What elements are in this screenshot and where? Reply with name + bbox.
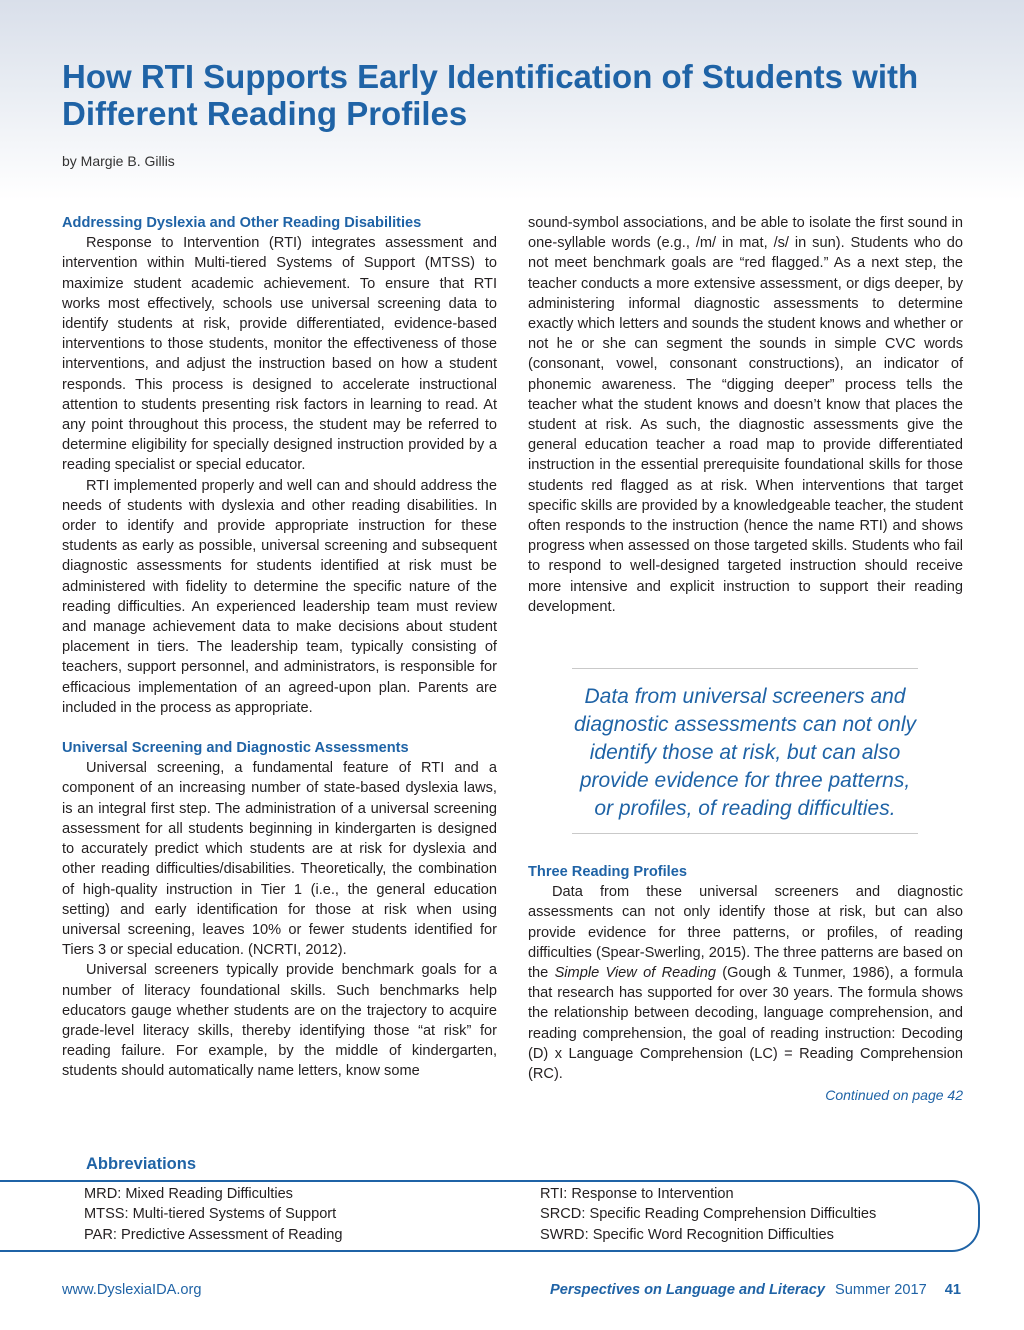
paragraph: Universal screeners typically provide benchmark goals for a number of literacy foundational skills. Such benchmarks help educators gauge whether students are on the trajectory to acquire grade-level literacy skills, thereby identifying those “at risk” for reading failure. For example, by the middle of kindergarten, students should automatically name letters, know some — [62, 962, 497, 1080]
article-title: How RTI Supports Early Identification of Students with Different Reading Profiles — [62, 58, 919, 132]
page-number: 41 — [944, 1282, 961, 1298]
paragraph: sound-symbol associations, and be able to isolate the first sound in one-syllable words (e.g., /m/ in mat, /s/ in sun). Students who do not meet benchmark goals are “red flagged.” As a next step, the teacher conducts a more extensive assessment, or digs deeper, by administering informal diagnostic assessments to determine exactly which letters and sounds the student knows and whether or not he or she can segment the sounds in simple CVC words (consonant, vowel, consonant constructions), an indicator of phonemic awareness. The “digging deeper” process tells the teacher what the student knows and doesn’t know that places the student at risk. As such, the diagnostic assessments give the general education teacher a road map to provide differentiated instruction in the essential prerequisite foundational skills for those students red flagged as at risk. When interventions that target specific skills are provided by a knowledgeable teacher, the student often responds to the instruction (hence the name RTI) and shows progress when assessed on those targeted skills. Students who fail to respond to well-designed targeted instruction should receive more intensive and explicit instruction to support their reading development. — [528, 215, 963, 615]
abbreviations-right — [540, 1184, 876, 1245]
abbreviation-item: SWRD: Specific Word Recognition Difficulties — [540, 1226, 834, 1243]
abbreviations-left — [84, 1184, 342, 1245]
abbreviation-item: PAR: Predictive Assessment of Reading — [84, 1226, 343, 1243]
abbreviation-item: RTI: Response to Intervention — [540, 1186, 734, 1202]
paragraph: Data from these universal screeners and diagnostic assessments can not only identify those at risk, but can also provide evidence for three patterns, or profiles, of reading difficulties (Spear-Swerling, 2015). The three patterns are based on the Simple View of Reading (Gough & Tunmer, 1986), a formula that research has supported for over 30 years. The formula shows the relationship between decoding, language comprehension, and reading comprehension, the goal of reading instruction: Decoding (D) x Language Comprehension (LC) = Reading Comprehension (RC). — [528, 884, 963, 1083]
issue-label: Summer 2017 — [835, 1282, 927, 1298]
right-column-lower — [528, 862, 963, 1084]
section-heading: Universal Screening and Diagnostic Assessments — [62, 740, 409, 757]
continued-link: Continued on page 42 — [825, 1087, 963, 1103]
abbreviation-item: SRCD: Specific Reading Comprehension Difficulties — [540, 1206, 877, 1223]
paragraph: RTI implemented properly and well can and should address the needs of students with dyslexia and other reading disabilities. In order to identify and provide appropriate instruction for these students as early as possible, universal screening and subsequent diagnostic assessments for students identified at risk must be administered with fidelity to determine the specific nature of the reading difficulties. An experienced leadership team must review and manage achievement data to make decisions about student placement in tiers. The leadership team, typically consisting of teachers, support personnel, and administrators, is responsible for efficacious implementation of an agreed-upon plan. Parents are included in the process as appropriate. — [62, 477, 497, 716]
footer-journal-info — [550, 1282, 961, 1298]
section-heading: Three Reading Profiles — [528, 864, 687, 880]
abbreviation-item: MRD: Mixed Reading Difficulties — [84, 1186, 293, 1202]
left-column — [62, 213, 497, 1082]
journal-name: Perspectives on Language and Literacy — [550, 1282, 825, 1298]
abbreviations-title: Abbreviations — [86, 1155, 197, 1173]
byline: by Margie B. Gillis — [62, 153, 175, 169]
paragraph: Response to Intervention (RTI) integrates assessment and intervention within Multi-tiered Systems of Support (MTSS) to maximize student academic achievement. To ensure that RTI works most effectively, schools use universal screening data to identify students at risk, provide differentiated, evidence-based interventions to those students, monitor the effectiveness of those interventions, and adjust the instruction based on how a student responds. This process is designed to accelerate instructional attention to students presenting risk factors in learning to read. At any point throughout this process, the student may be referred to determine eligibility for specially designed instruction provided by a reading specialist or special educator. — [62, 235, 497, 474]
right-column — [528, 213, 963, 617]
paragraph: Universal screening, a fundamental feature of RTI and a component of an increasing number of state-based dyslexia laws, is an integral first step. The administration of a universal screening assessment for all students beginning in kindergarten is designed to accurately predict which students are at risk for dyslexia and other reading difficulties/disabilities. Theoretically, the combination of high-quality instruction in Tier 1 (i.e., the general education setting) and early identification for those at risk when using universal screening, leaves 10% or fewer students identified for Tiers 3 or special education. (NCRTI, 2012). — [62, 760, 497, 959]
abbreviation-item: MTSS: Multi-tiered Systems of Support — [84, 1206, 337, 1223]
section-heading: Addressing Dyslexia and Other Reading Disabilities — [62, 215, 422, 231]
pull-quote: Data from universal screeners and diagnostic assessments can not only identify those at risk, but can also provide evidence for three patterns, or profiles, of reading difficulties. — [572, 668, 918, 834]
footer-url[interactable]: www.DyslexiaIDA.org — [62, 1282, 202, 1298]
